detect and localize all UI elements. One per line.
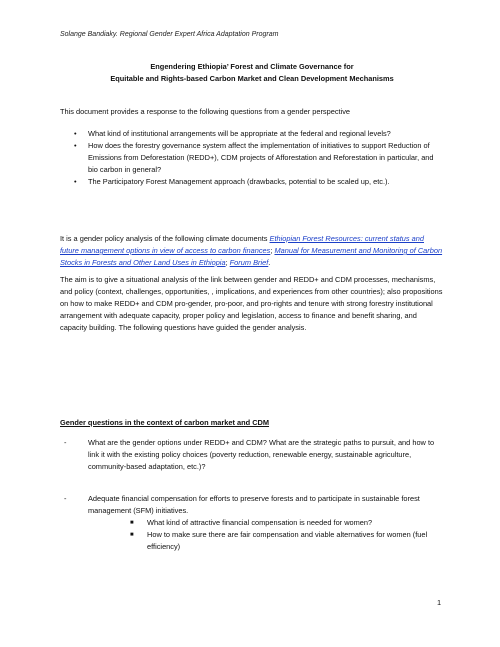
page-number: 1 xyxy=(437,598,442,607)
list-item xyxy=(130,517,450,529)
gender-question-text: What are the gender options under REDD+ and CDM? What are the strategic paths to pursuit, and how to link it with the existing policy choices (poverty reduction, renewable energy, sustainable agriculture, community-based adaptation, etc.)? xyxy=(88,438,435,471)
aim-paragraph: The aim is to give a situational analysis of the link between gender and REDD+ and CDM processes, mechanisms, and policy (context, challenges, opportunities, , implications, and experiences from other countries); also propositions on how to make REDD+ and CDM pro-gender, pro-poor, and pro-rights and tenure with strong forestry institutional arrangement with adequate capacity, proper policy and legislation, access to finance and benefit sharing, and capacity building. The following questions have guided the gender analysis. xyxy=(60,275,443,332)
list-item xyxy=(60,493,444,517)
bullet-icon: • xyxy=(74,141,77,150)
list-item xyxy=(60,176,444,188)
dash-icon: - xyxy=(64,494,67,503)
title-line-2: Equitable and Rights-based Carbon Market and Clean Development Mechanisms xyxy=(110,74,394,83)
sub-question-text: How to make sure there are fair compensation and viable alternatives for women (fuel efficiency) xyxy=(147,530,428,551)
question-text: The Participatory Forest Management approach (drawbacks, potential to be scaled up, etc.). xyxy=(88,177,390,186)
square-bullet-icon: ■ xyxy=(130,520,134,526)
title-line-1: Engendering Ethiopia’ Forest and Climate Governance for xyxy=(150,62,354,71)
sub-question-text: What kind of attractive financial compensation is needed for women? xyxy=(147,518,373,527)
bullet-icon: • xyxy=(74,129,77,138)
doc-link-forest-resources[interactable]: Ethiopian Forest Resources: current status and future management options in view of access to carbon finances xyxy=(60,234,424,255)
sub-questions-list xyxy=(130,517,450,553)
document-title xyxy=(60,61,444,85)
doc-link-forum-brief[interactable]: Forum Brief xyxy=(229,258,269,267)
question-text: What kind of institutional arrangements will be appropriate at the federal and regional levels? xyxy=(88,129,391,138)
questions-list xyxy=(60,128,444,188)
gender-question-text: Adequate financial compensation for efforts to preserve forests and to participate in sustainable forest management (SFM) initiatives. xyxy=(88,494,420,515)
bullet-icon: • xyxy=(74,177,77,186)
intro-paragraph: This document provides a response to the following questions from a gender perspective xyxy=(60,107,351,116)
list-item xyxy=(60,128,444,140)
question-text: How does the forestry governance system affect the implementation of initiatives to support Reduction of Emissions from Deforestation (REDD+), CDM projects of Afforestation and Reforestation in particular, and bio carbon in general? xyxy=(88,141,434,174)
list-item xyxy=(130,529,450,553)
section-heading: Gender questions in the context of carbon market and CDM xyxy=(60,418,270,427)
list-item xyxy=(60,140,444,176)
dash-icon: - xyxy=(64,438,67,447)
documents-intro: It is a gender policy analysis of the following climate documents xyxy=(60,234,268,243)
square-bullet-icon: ■ xyxy=(130,532,134,538)
documents-paragraph: It is a gender policy analysis of the following climate documents Ethiopian Forest Resources: current status and future management options in view of access to carbon finances; Manual for Measurement and Monitoring of Carbon Stocks in Forests and Other Land Uses in Ethiopia; Forum Brief. xyxy=(60,234,443,267)
list-item xyxy=(60,437,444,473)
doc-link-carbon-manual[interactable]: Manual for Measurement and Monitoring of Carbon Stocks in Forests and Other Land Uses in Ethiopia xyxy=(60,246,443,267)
header-note: Solange Bandiaky. Regional Gender Expert Africa Adaptation Program xyxy=(60,31,279,38)
